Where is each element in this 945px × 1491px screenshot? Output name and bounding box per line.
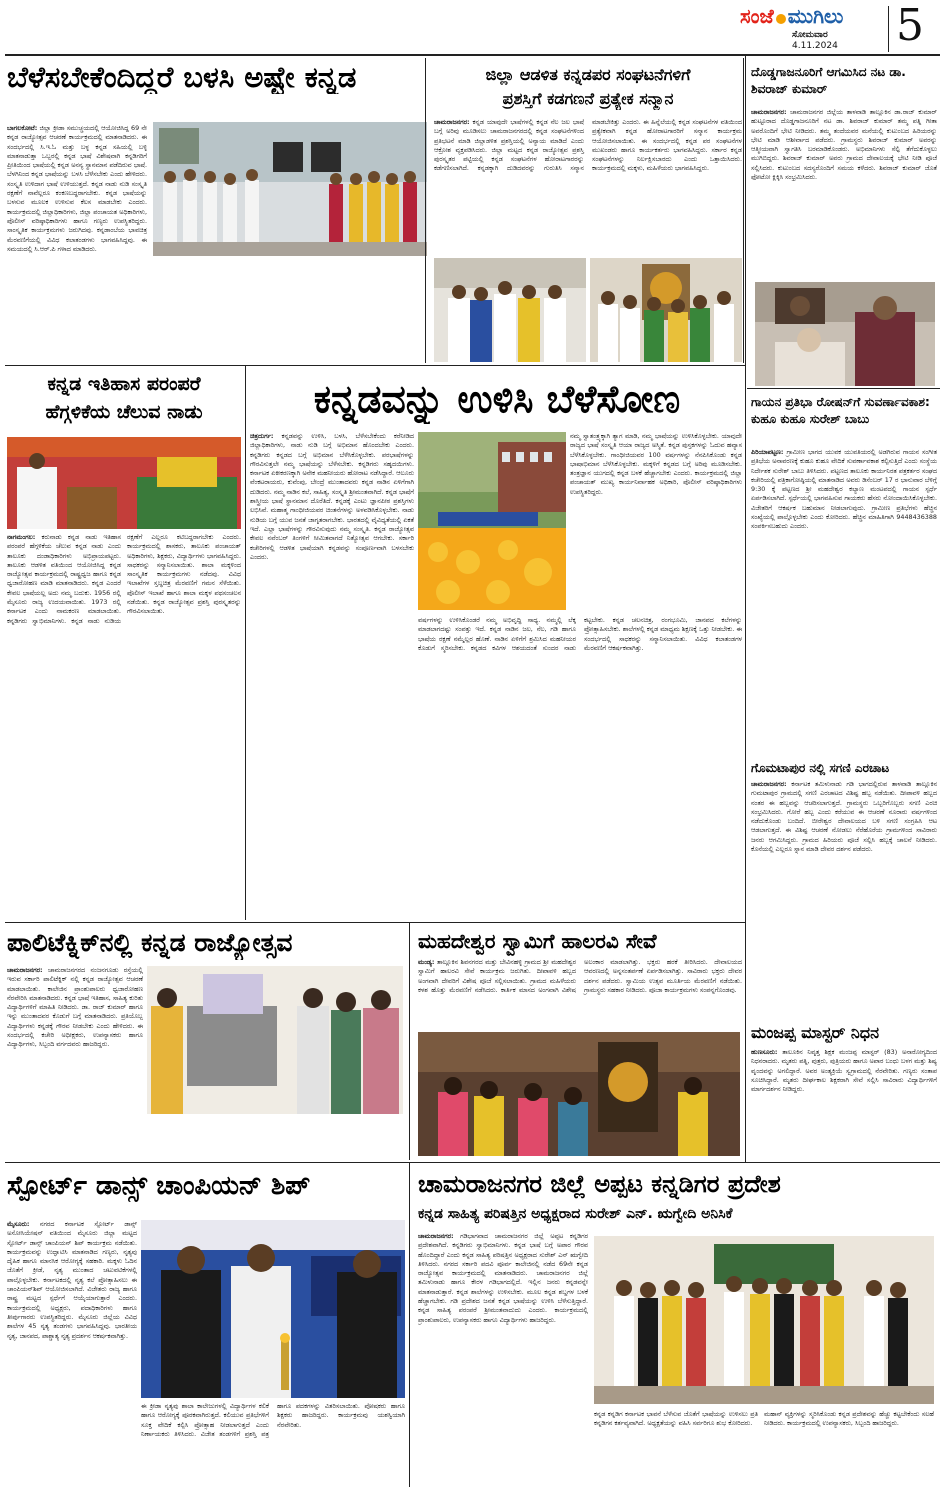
article-body	[751, 1048, 937, 1170]
article-shivarajkumar	[747, 58, 940, 388]
body-text: ಕರುನಾಡು ಕನ್ನಡ ನಾಡು ಇತಿಹಾಸ ಪರಂಪರೆ ಹೆಗ್ಗಳಿಕೆಯ ಚೆಲುವ ಕನ್ನಡ ನಾಡು ಎಂದು ತಾಲೂಕು ದಂಡಾಧಿಕಾರಿಗಳು ಅಭಿಪ್ರಾಯಪಟ್ಟರು. ತಾಲೂಕು ಆಡಳಿತ ವತಿಯಿಂದ ಆಯೋಜಿಸಿದ್ದ ಕನ್ನಡ ರಾಜ್ಯೋತ್ಸವ ಕಾರ್ಯಕ್ರಮದಲ್ಲಿ ರಾಷ್ಟ್ರಧ್ವಜ ಹಾಗೂ ಕನ್ನಡ ಧ್ವಜಾರೋಹಣ ಮಾಡಿ ಮಾತನಾಡಿದರು. ಕನ್ನಡ ಎಂದರೆ ಕೇವಲ ಭಾಷೆಯಲ್ಲ ಅದು ನಮ್ಮ ಬದುಕು. 1956 ರಲ್ಲಿ ಮೈಸೂರು ರಾಜ್ಯ ಉದಯವಾಯಿತು. 1973 ರಲ್ಲಿ ಕರ್ನಾಟಕ ಎಂದು ನಾಮಕರಣ ಮಾಡಲಾಯಿತು. ಕನ್ನಡಿಗರು ಸ್ವಾಭಿಮಾನಿಗಳು. ಕನ್ನಡ ನಾಡು ನುಡಿಯ ರಕ್ಷಣೆಗೆ ಎಲ್ಲರೂ ಕಟಿಬದ್ಧರಾಗಬೇಕು ಎಂದರು. ಕಾರ್ಯಕ್ರಮದಲ್ಲಿ ಶಾಸಕರು, ತಾಲೂಕು ಪಂಚಾಯತ್ ಅಧಿಕಾರಿಗಳು, ಶಿಕ್ಷಕರು, ವಿದ್ಯಾರ್ಥಿಗಳು ಭಾಗವಹಿಸಿದ್ದರು. ಸಾಧಕರನ್ನು ಸನ್ಮಾನಿಸಲಾಯಿತು. ಶಾಲಾ ಮಕ್ಕಳಿಂದ ಸಾಂಸ್ಕೃತಿಕ ಕಾರ್ಯಕ್ರಮಗಳು ನಡೆದವು. ವಿವಿಧ ಇಲಾಖೆಗಳ ಸ್ತಬ್ಧಚಿತ್ರ ಮೆರವಣಿಗೆ ಗಮನ ಸೆಳೆಯಿತು. ಪೊಲೀಸ್ ಇಲಾಖೆ ಹಾಗೂ ಶಾಲಾ ಮಕ್ಕಳ ಪಥಸಂಚಲನ ನಡೆಯಿತು. ಕನ್ನಡ ರಾಜ್ಯೋತ್ಸವ ಪ್ರಶಸ್ತಿ ಪುರಸ್ಕೃತರನ್ನು ಗೌರವಿಸಲಾಯಿತು.	[7, 533, 241, 625]
body-text: ತಾಲೂಕಿನ ನಿವೃತ್ತ ಶಿಕ್ಷಕ ಮಂಜಪ್ಪ ಮಾಸ್ಟರ್ (83) ಅನಾರೋಗ್ಯದಿಂದ ನಿಧನರಾದರು. ಮೃತರು ಪತ್ನಿ, ಪುತ್ರರು, ಪುತ್ರಿಯರು ಹಾಗೂ ಅಪಾರ ಬಂಧು ಬಳಗ ಮತ್ತು ಶಿಷ್ಯ ವೃಂದವನ್ನು ಅಗಲಿದ್ದಾರೆ. ಅವರ ಅಂತ್ಯಕ್ರಿಯೆ ಸ್ವಗ್ರಾಮದಲ್ಲಿ ನೆರವೇರಿತು. ಗಣ್ಯರು ಸಂತಾಪ ಸೂಚಿಸಿದ್ದಾರೆ. ಮೃತರು ದೀರ್ಘಕಾಲ ಶಿಕ್ಷಕರಾಗಿ ಸೇವೆ ಸಲ್ಲಿಸಿ ಸಾವಿರಾರು ವಿದ್ಯಾರ್ಥಿಗಳಿಗೆ ಮಾರ್ಗದರ್ಶನ ನೀಡಿದ್ದರು.	[751, 1048, 937, 1094]
masthead-logo	[740, 4, 890, 30]
headline: ಗಾಯನ ಪ್ರತಿಭಾ ರೋಷನ್‌ಗೆ ಸುವರ್ಣಾವಕಾಶ: ಕುಹೂ ಕುಹೂ ಸುರೇಶ್ ಬಾಬು	[751, 395, 930, 426]
article-body-col1	[250, 432, 414, 918]
article-body-2	[594, 1410, 758, 1485]
headline-line1: ಕನ್ನಡ ಇತಿಹಾಸ ಪರಂಪರೆ	[47, 373, 201, 395]
body-text: ಈ ಕ್ರೀಡಾ ನೃತ್ಯವು ಶಾಲಾ ಕಾಲೇಜುಗಳಲ್ಲಿ ವಿದ್ಯಾರ್ಥಿಗಳ ಕಲಿಕೆ ಹಾಗೂ ಆರೋಗ್ಯಕ್ಕೆ ಪೂರಕವಾಗಿರುತ್ತದೆ. ಕಲಿಯುವ ಪ್ರತಿಭೆಗಳಿಗೆ ಸೂಕ್ತ ವೇದಿಕೆ ಕಲ್ಪಿಸಿ ಪ್ರೋತ್ಸಾಹ ನೀಡಲಾಗುತ್ತದೆ ಎಂದು ನಿರ್ಣಾಯಕರು ತಿಳಿಸಿದರು. ವಿಜೇತ ತಂಡಗಳಿಗೆ ಪ್ರಶಸ್ತಿ ಪತ್ರ ಹಾಗೂ ಪದಕಗಳನ್ನು ವಿತರಿಸಲಾಯಿತು. ಪೋಷಕರು ಹಾಗೂ ಶಿಕ್ಷಕರು ಹಾಜರಿದ್ದರು. ಕಾರ್ಯಕ್ರಮವು ಯಶಸ್ವಿಯಾಗಿ ನೆರವೇರಿತು.	[141, 1402, 405, 1438]
divider	[743, 58, 744, 363]
body-text: ಕನ್ನಡವನ್ನು ಉಳಿಸಿ, ಬಳಸಿ, ಬೆಳೆಸಬೇಕೆಂದು ಕರೆನೀಡಿದ ಜಿಲ್ಲಾಧಿಕಾರಿಗಳು, ನಾಡು ನುಡಿ ಬಗ್ಗೆ ಅಭಿಮಾನ ಹೊಂದಬೇಕು ಎಂದರು. ಕನ್ನಡಿಗರು ಕನ್ನಡದ ಬಗ್ಗೆ ಅಭಿಮಾನ ಬೆಳೆಸಿಕೊಳ್ಳಬೇಕು. ಪರಭಾಷೆಗಳನ್ನು ಗೌರವಿಸುತ್ತಲೇ ನಮ್ಮ ಭಾಷೆಯನ್ನು ಬೆಳೆಸಬೇಕು. ಕನ್ನಡಿಗರು ಸಹೃದಯಿಗಳು. ಕರ್ನಾಟಕ ಏಕೀಕರಣಕ್ಕಾಗಿ ಅನೇಕ ಮಹನೀಯರು ಹೋರಾಟ ನಡೆಸಿದ್ದಾರೆ. ಆಲೂರು ವೆಂಕಟರಾಯರು, ಕುವೆಂಪು, ಬೇಂದ್ರೆ ಮುಂತಾದವರು ಕನ್ನಡ ನಾಡಿನ ಏಳಿಗೆಗಾಗಿ ದುಡಿದರು. ನಮ್ಮ ನಾಡಿನ ಕಲೆ, ಸಾಹಿತ್ಯ, ಸಂಸ್ಕೃತಿ ಶ್ರೀಮಂತವಾಗಿದೆ. ಕನ್ನಡ ಭಾಷೆಗೆ ಶಾಸ್ತ್ರೀಯ ಭಾಷೆ ಸ್ಥಾನಮಾನ ದೊರೆತಿದೆ. ಕನ್ನಡಕ್ಕೆ ಎಂಟು ಜ್ಞಾನಪೀಠ ಪ್ರಶಸ್ತಿಗಳು ಲಭಿಸಿವೆ. ಮಹಾತ್ಮ ಗಾಂಧೀಜಿಯವರ ಚಿಂತನೆಗಳನ್ನು ಅಳವಡಿಸಿಕೊಳ್ಳಬೇಕು. ನಾಡು ನುಡಿಯ ಬಗ್ಗೆ ಯುವ ಜನತೆ ಜಾಗೃತರಾಗಬೇಕು. ಭಾರತದಲ್ಲಿ ವೈವಿಧ್ಯತೆಯಲ್ಲಿ ಏಕತೆ ಇದೆ. ಎಲ್ಲಾ ಭಾಷೆಗಳನ್ನು ಗೌರವಿಸುವುದು ನಮ್ಮ ಸಂಸ್ಕೃತಿ. ಕನ್ನಡ ರಾಜ್ಯೋತ್ಸವ ಕೇವಲ ನವೆಂಬರ್ ತಿಂಗಳಿಗೆ ಸೀಮಿತವಾಗದೆ ನಿತ್ಯೋತ್ಸವ ಆಗಬೇಕು. ಸರ್ಕಾರಿ ಕಚೇರಿಗಳಲ್ಲಿ ಆಡಳಿತ ಭಾಷೆಯಾಗಿ ಕನ್ನಡವನ್ನು ಸಂಪೂರ್ಣವಾಗಿ ಬಳಸಬೇಕು ಎಂದರು.	[250, 432, 414, 561]
logo-part-sanje: ಸಂಜೆ	[740, 4, 774, 28]
body-text: ನಮ್ಮ ಸ್ವಾತಂತ್ರ್ಯಕ್ಕಾಗಿ ತ್ಯಾಗ ಮಾಡಿ, ನಮ್ಮ ಭಾಷೆಯನ್ನು ಉಳಿಸಿಕೊಳ್ಳಬೇಕು. ಯಾವುದೇ ರಾಜ್ಯದ ಭಾಷೆ ಸಂಸ್ಕೃತಿ ಆಯಾ ರಾಜ್ಯದ ಅಸ್ಮಿತೆ. ಕನ್ನಡ ಪುಸ್ತಕಗಳನ್ನು ಓದುವ ಹವ್ಯಾಸ ಬೆಳೆಸಿಕೊಳ್ಳಬೇಕು. ಗಾಂಧೀಜಿಯವರ 100 ವರ್ಷಗಳನ್ನು ನೆನಪಿಸಿಕೊಂಡು ಕನ್ನಡ ಭಾಷಾಭಿಮಾನ ಬೆಳೆಸಿಕೊಳ್ಳಬೇಕು. ಮಕ್ಕಳಿಗೆ ಕನ್ನಡದ ಬಗ್ಗೆ ಅರಿವು ಮೂಡಿಸಬೇಕು. ತಂತ್ರಜ್ಞಾನ ಯುಗದಲ್ಲಿ ಕನ್ನಡ ಬಳಕೆ ಹೆಚ್ಚಾಗಬೇಕು ಎಂದರು. ಕಾರ್ಯಕ್ರಮದಲ್ಲಿ ಜಿಲ್ಲಾ ಪಂಚಾಯತ್ ಮುಖ್ಯ ಕಾರ್ಯನಿರ್ವಾಹಕ ಅಧಿಕಾರಿ, ಪೊಲೀಸ್ ವರಿಷ್ಠಾಧಿಕಾರಿಗಳು ಉಪಸ್ಥಿತರಿದ್ದರು.	[570, 432, 742, 496]
article-body-2	[141, 1402, 405, 1485]
body-text: ನಗರದ ಕರ್ನಾಟಕ ಸ್ಪೋರ್ಟ್ ಡಾನ್ಸ್ ಅಸೋಸಿಯೇಷನ್ ವತಿಯಿಂದ ಮೈಸೂರು ಜಿಲ್ಲಾ ಮಟ್ಟದ ಸ್ಪೋರ್ಟ್ ಡಾನ್ಸ್ ಚಾಂಪಿಯನ್ ಶಿಪ್ ಕಾರ್ಯಕ್ರಮ ನಡೆಯಿತು. ಕಾರ್ಯಕ್ರಮವನ್ನು ಉದ್ಘಾಟಿಸಿ ಮಾತನಾಡಿದ ಗಣ್ಯರು, ನೃತ್ಯವು ದೈಹಿಕ ಹಾಗೂ ಮಾನಸಿಕ ಆರೋಗ್ಯಕ್ಕೆ ಸಹಕಾರಿ. ಮಕ್ಕಳು ಓದಿನ ಜೊತೆಗೆ ಕ್ರೀಡೆ, ನೃತ್ಯ ಮುಂತಾದ ಚಟುವಟಿಕೆಗಳಲ್ಲಿ ಪಾಲ್ಗೊಳ್ಳಬೇಕು. ಕರ್ನಾಟಕದಲ್ಲಿ ನೃತ್ಯ ಕಲೆ ಪ್ರೋತ್ಸಾಹಿಸಲು ಈ ಚಾಂಪಿಯನ್‌ಶಿಪ್ ಆಯೋಜಿಸಲಾಗಿದೆ. ವಿಜೇತರು ರಾಜ್ಯ ಹಾಗೂ ರಾಷ್ಟ್ರ ಮಟ್ಟದ ಸ್ಪರ್ಧೆಗೆ ಆಯ್ಕೆಯಾಗುತ್ತಾರೆ ಎಂದರು. ಕಾರ್ಯಕ್ರಮದಲ್ಲಿ ಅಧ್ಯಕ್ಷರು, ಪದಾಧಿಕಾರಿಗಳು ಹಾಗೂ ತೀರ್ಪುಗಾರರು ಉಪಸ್ಥಿತರಿದ್ದರು. ಮೈಸೂರು ಜಿಲ್ಲೆಯ ವಿವಿಧ ಶಾಲೆಗಳ 45 ನೃತ್ಯ ತಂಡಗಳು ಭಾಗವಹಿಸಿದ್ದವು. ಭಾರತೀಯ ನೃತ್ಯ, ಜಾನಪದ, ಪಾಶ್ಚಾತ್ಯ ನೃತ್ಯ ಪ್ರದರ್ಶನ ಆಕರ್ಷಕವಾಗಿತ್ತು.	[7, 1220, 137, 1340]
byline: ಚಾಮರಾಜನಗರ:	[418, 1232, 454, 1240]
byline: ಮಂಡ್ಯ:	[418, 958, 435, 966]
article-body	[7, 533, 241, 918]
masthead-day: ಸೋಮವಾರ	[792, 30, 828, 40]
photo-marigold-flowers	[418, 432, 566, 610]
byline: ನಾಗಮಂಗಲ:	[7, 533, 36, 541]
article-manjappa	[747, 1020, 940, 1170]
right-column-divider	[745, 56, 746, 1162]
body-text: ಕರ್ನಾಟಕ ತಮಿಳುನಾಡು ಗಡಿ ಭಾಗದಲ್ಲಿರುವ ತಾಳವಾಡಿ ತಾಲ್ಲೂಕಿನ ಗುಮಟಾಪುರ ಗ್ರಾಮದಲ್ಲಿ ಸಗಣಿ ಎರಚಾಟದ ವಿಶಿಷ್ಟ ಹಬ್ಬ ನಡೆಯಿತು. ದೀಪಾವಳಿ ಹಬ್ಬದ ನಂತರ ಈ ಹಬ್ಬವನ್ನು ಆಚರಿಸಲಾಗುತ್ತದೆ. ಗ್ರಾಮಸ್ಥರು ಒಬ್ಬರಿಗೊಬ್ಬರು ಸಗಣಿ ಎರಚಿ ಸಂಭ್ರಮಿಸಿದರು. ಗೋರೆ ಹಬ್ಬ ಎಂದು ಕರೆಯುವ ಈ ಆಚರಣೆ ನೂರಾರು ವರ್ಷಗಳಿಂದ ನಡೆದುಕೊಂಡು ಬಂದಿದೆ. ಬೀರೇಶ್ವರ ದೇವಾಲಯದ ಬಳಿ ಸಗಣಿ ಸಂಗ್ರಹಿಸಿ ಆಟ ಆಡಲಾಗುತ್ತದೆ. ಈ ವಿಶಿಷ್ಟ ಆಚರಣೆ ನೋಡಲು ನೆರೆಹೊರೆಯ ಗ್ರಾಮಗಳಿಂದ ಸಾವಿರಾರು ಜನರು ಆಗಮಿಸಿದ್ದರು. ಗ್ರಾಮದ ಹಿರಿಯರು ಪೂಜೆ ಸಲ್ಲಿಸಿ ಹಬ್ಬಕ್ಕೆ ಚಾಲನೆ ನೀಡಿದರು. ಕೊನೆಯಲ್ಲಿ ಎಲ್ಲರೂ ಸ್ನಾನ ಮಾಡಿ ದೇವರ ದರ್ಶನ ಪಡೆದರು.	[751, 780, 937, 854]
divider-top	[5, 365, 745, 366]
photo-lamp-lighting	[141, 1220, 405, 1398]
body-text: ಗ್ರಾಮೀಣ ಭಾಗದ ಯುವಕ ಯುವತಿಯರಲ್ಲಿ ಅಡಗಿರುವ ಗಾಯನ ಸಂಗೀತ ಪ್ರತಿಭೆಯ ಅನಾವರಣಕ್ಕೆ ಕುಹೂ ಕುಹೂ ವೇದಿಕೆ ಸುವರ್ಣಾವಕಾಶ ಕಲ್ಪಿಸುತ್ತಿದೆ ಎಂದು ಸಂಸ್ಥೆಯ ನಿರ್ದೇಶಕ ಸುರೇಶ್ ಬಾಬು ತಿಳಿಸಿದರು. ಪಟ್ಟಣದ ತಾಲೂಕು ಕಾರ್ಯನಿರತ ಪತ್ರಕರ್ತರ ಸಂಘದ ಕಚೇರಿಯಲ್ಲಿ ಪತ್ರಿಕಾಗೋಷ್ಠಿಯಲ್ಲಿ ಮಾತನಾಡಿದ ಅವರು ಡಿಸೆಂಬರ್ 17 ರ ಭಾನುವಾರ ಬೆಳಿಗ್ಗೆ 9:30 ಕ್ಕೆ ಪಟ್ಟಣದ ಶ್ರೀ ಮಹದೇಶ್ವರ ಕಲ್ಯಾಣ ಮಂಟಪದಲ್ಲಿ ಗಾಯನ ಸ್ಪರ್ಧೆ ಏರ್ಪಡಿಸಲಾಗಿದೆ. ಸ್ಪರ್ಧೆಯಲ್ಲಿ ಭಾಗವಹಿಸುವ ಗಾಯಕರು ಹೆಸರು ನೋಂದಾಯಿಸಿಕೊಳ್ಳಬೇಕು. ವಿಜೇತರಿಗೆ ಆಕರ್ಷಕ ಬಹುಮಾನ ನೀಡಲಾಗುವುದು. ಗ್ರಾಮೀಣ ಪ್ರತಿಭೆಗಳು ಹೆಚ್ಚಿನ ಸಂಖ್ಯೆಯಲ್ಲಿ ಪಾಲ್ಗೊಳ್ಳಬೇಕು ಎಂದು ಕೋರಿದರು. ಹೆಚ್ಚಿನ ಮಾಹಿತಿಗಾಗಿ 9448436388 ಸಂಪರ್ಕಿಸಬಹುದು ಎಂದರು.	[751, 448, 937, 531]
photo-temple-devotees	[418, 1032, 740, 1156]
photo-shivarajkumar	[755, 282, 935, 386]
headline: ಮಂಜಪ್ಪ ಮಾಸ್ಟರ್ ನಿಧನ	[751, 1023, 879, 1042]
divider	[245, 365, 246, 920]
article-body	[7, 1220, 137, 1485]
sun-icon	[776, 14, 786, 24]
masthead-date: 4.11.2024	[792, 41, 838, 51]
logo-part-mugilu: ಮುಗಿಲು	[787, 4, 844, 28]
byline: ಚಿತ್ರದುರ್ಗ:	[250, 432, 274, 440]
article-chamarajanagara	[414, 1162, 940, 1487]
byline: ಮೈಸೂರು:	[7, 1220, 30, 1228]
headline: ಪಾಲಿಟೆಕ್ನಿಕ್‌ನಲ್ಲಿ ಕನ್ನಡ ರಾಜ್ಯೋತ್ಸವ	[7, 928, 293, 957]
article-body	[418, 958, 742, 1028]
body-text: ಚಾಮರಾಜನಗರ ಜಿಲ್ಲೆಯ ತಾಳವಾಡಿ ತಾಲ್ಲೂಕಿನ ಡಾ.ರಾಜ್ ಕುಮಾರ್ ಹುಟ್ಟೂರಾದ ದೊಡ್ಡಗಾಜನೂರಿಗೆ ನಟ ಡಾ. ಶಿವರಾಜ್ ಕುಮಾರ್ ತಮ್ಮ ಪತ್ನಿ ಗೀತಾ ಅವರೊಂದಿಗೆ ಭೇಟಿ ನೀಡಿದರು. ತಮ್ಮ ತಂದೆಯವರ ಮನೆಯಲ್ಲಿ ಕುಟುಂಬದ ಹಿರಿಯರನ್ನು ಭೇಟಿ ಮಾಡಿ ಆಶೀರ್ವಾದ ಪಡೆದರು. ಗ್ರಾಮಸ್ಥರು ಶಿವರಾಜ್ ಕುಮಾರ್ ಅವರನ್ನು ಆತ್ಮೀಯವಾಗಿ ಸ್ವಾಗತಿಸಿ ಬರಮಾಡಿಕೊಂಡರು. ಅಭಿಮಾನಿಗಳು ಸೆಲ್ಫಿ ತೆಗೆದುಕೊಳ್ಳಲು ಮುಗಿಬಿದ್ದರು. ಶಿವರಾಜ್ ಕುಮಾರ್ ಅವರು ಗ್ರಾಮದ ದೇವಾಲಯಕ್ಕೆ ಭೇಟಿ ನೀಡಿ ಪೂಜೆ ಸಲ್ಲಿಸಿದರು. ಕುಟುಂಬದ ಸದಸ್ಯರೊಂದಿಗೆ ಸಮಯ ಕಳೆದರು. ಶಿವರಾಜ್ ಕುಮಾರ್ ಜೊತೆ ಫೋಟೋ ಕ್ಲಿಕ್ಕಿಸಿ ಸಂಭ್ರಮಿಸಿದರು.	[751, 108, 937, 182]
byline: ಚಾಮರಾಜನಗರ:	[434, 118, 470, 126]
headline: ಬೆಳೆಸಬೇಕೆಂದಿದ್ದರೆ ಬಳಸಿ ಅಷ್ಟೇ ಕನ್ನಡ	[7, 60, 357, 94]
article-body-bottom	[418, 616, 742, 918]
article-body	[751, 780, 937, 998]
body-text: ಚಾಮರಾಜನಗರದ ನಂಜನಗೂಡು ರಸ್ತೆಯಲ್ಲಿ ಇರುವ ಸರ್ಕಾರಿ ಪಾಲಿಟೆಕ್ನಿಕ್ ನಲ್ಲಿ ಕನ್ನಡ ರಾಜ್ಯೋತ್ಸವ ಆಚರಣೆ ಮಾಡಲಾಯಿತು. ಕಾಲೇಜಿನ ಪ್ರಾಂಶುಪಾಲರು ಧ್ವಜಾರೋಹಣ ನೆರವೇರಿಸಿ ಮಾತನಾಡಿದರು. ಕನ್ನಡ ಭಾಷೆ ಇತಿಹಾಸ, ಸಾಹಿತ್ಯ ಕುರಿತು ವಿದ್ಯಾರ್ಥಿಗಳಿಗೆ ಮಾಹಿತಿ ನೀಡಿದರು. ಡಾ. ರಾಜ್ ಕುಮಾರ್ ಹಾಗೂ ಇನ್ನು ಮುಂತಾದವರ ಕೊಡುಗೆ ಬಗ್ಗೆ ಮಾತನಾಡಿದರು. ಪ್ರತಿಯೊಬ್ಬ ವಿದ್ಯಾರ್ಥಿಗಳು ಕನ್ನಡಕ್ಕೆ ಗೌರವ ನೀಡಬೇಕು ಎಂದು ಹೇಳಿದರು. ಈ ಸಂದರ್ಭದಲ್ಲಿ ಕಚೇರಿ ಅಧೀಕ್ಷಕರು, ಉಪನ್ಯಾಸಕರು ಹಾಗೂ ವಿದ್ಯಾರ್ಥಿಗಳು, ಸಿಬ್ಬಂದಿ ವರ್ಗದವರು ಹಾಜರಿದ್ದರು.	[7, 966, 143, 1049]
byline: ಹುಣಸೂರು:	[751, 1048, 778, 1056]
article-polytechnic	[5, 922, 410, 1160]
headline-line2: ಪ್ರಶಸ್ತಿಗೆ ಕಡಗಣನೆ ಪ್ರತ್ಯೇಕ ಸನ್ಮಾನ	[502, 89, 674, 108]
headline: ಕನ್ನಡವನ್ನು ಉಳಿಸಿ ಬೆಳೆಸೋಣ	[313, 377, 681, 421]
article-body	[7, 966, 143, 1158]
headline: ಸ್ಪೋರ್ಟ್ ಡಾನ್ಸ್ ಚಾಂಪಿಯನ್ ಶಿಪ್	[7, 1171, 311, 1201]
article-belesabeku	[5, 58, 429, 363]
article-itihasa	[5, 365, 245, 920]
body-text: ಕನ್ನಡ ಕನ್ನಡಿಗ ಕರ್ನಾಟಕ ಭಾವನೆ ಬೆಳೆಸುವ ಜೊತೆಗೆ ಭಾಷೆಯನ್ನು ಉಳಿಸಲು ಪ್ರತಿ ಕನ್ನಡಿಗನ ಕರ್ತವ್ಯವಾಗಿದೆ. ಅಧ್ಯಕ್ಷತೆಯನ್ನು ವಹಿಸಿ ಸರ್ವರಿಗೂ ಶುಭ ಕೋರಿದರು.	[594, 1410, 758, 1428]
byline: ಪಿರಿಯಾಪಟ್ಟಣ:	[751, 448, 784, 456]
body-text: ಗಡಿಭಾಗವಾದ ಚಾಮರಾಜನಗರ ಜಿಲ್ಲೆ ಅಪ್ಪಟ ಕನ್ನಡಿಗರ ಪ್ರದೇಶವಾಗಿದೆ. ಕನ್ನಡಿಗರು ಸ್ವಾಭಿಮಾನಿಗಳು. ಕನ್ನಡ ಭಾಷೆ ಬಗ್ಗೆ ಅಪಾರ ಗೌರವ ಹೊಂದಿದ್ದಾರೆ ಎಂದು ಕನ್ನಡ ಸಾಹಿತ್ಯ ಪರಿಷತ್ತಿನ ಅಧ್ಯಕ್ಷರಾದ ಸುರೇಶ್ ಎನ್ ಋಗ್ವೇದಿ ತಿಳಿಸಿದರು. ನಗರದ ಸರ್ಕಾರಿ ಪದವಿ ಪೂರ್ವ ಕಾಲೇಜಿನಲ್ಲಿ ನಡೆದ 69ನೇ ಕನ್ನಡ ರಾಜ್ಯೋತ್ಸವ ಕಾರ್ಯಕ್ರಮದಲ್ಲಿ ಮಾತನಾಡಿದರು. ಚಾಮರಾಜನಗರ ಜಿಲ್ಲೆ ತಮಿಳುನಾಡು ಹಾಗೂ ಕೇರಳ ಗಡಿಭಾಗದಲ್ಲಿದೆ. ಇಲ್ಲಿನ ಜನರು ಕನ್ನಡವನ್ನೇ ಮಾತನಾಡುತ್ತಾರೆ. ಕನ್ನಡ ಶಾಲೆಗಳನ್ನು ಉಳಿಸಬೇಕು. ಮೂಲ ಕನ್ನಡ ಶಬ್ದಗಳ ಬಳಕೆ ಹೆಚ್ಚಾಗಬೇಕು. ಗಡಿ ಪ್ರದೇಶದ ಜನತೆ ಕನ್ನಡ ಭಾಷೆಯನ್ನು ಉಳಿಸಿ ಬೆಳೆಸುತ್ತಿದ್ದಾರೆ. ಕನ್ನಡ ಸಾಹಿತ್ಯ ಪರಂಪರೆ ಶ್ರೀಮಂತವಾದುದು ಎಂದರು. ಕಾರ್ಯಕ್ರಮದಲ್ಲಿ ಪ್ರಾಂಶುಪಾಲರು, ಉಪನ್ಯಾಸಕರು ಹಾಗೂ ವಿದ್ಯಾರ್ಥಿಗಳು ಹಾಜರಿದ್ದರು.	[418, 1232, 588, 1324]
photo-stage-speaker	[7, 437, 241, 529]
divider	[425, 58, 426, 363]
headline: ಮಹದೇಶ್ವರ ಸ್ವಾಮಿಗೆ ಹಾಲರವಿ ಸೇವೆ	[418, 929, 657, 953]
article-gomata	[747, 758, 940, 998]
masthead-divider	[888, 6, 889, 52]
photo-staff-women	[147, 966, 403, 1114]
headline: ಚಾಮರಾಜನಗರ ಜಿಲ್ಲೆ ಅಪ್ಪಟ ಕನ್ನಡಿಗರ ಪ್ರದೇಶ	[418, 1170, 781, 1198]
headline-line2: ಹೆಗ್ಗಳಿಕೆಯ ಚೆಲುವ ನಾಡು	[45, 401, 203, 423]
article-mahadeshwara	[414, 922, 744, 1160]
headline: ಗೊಮಟಾಪುರ ನಲ್ಲಿ ಸಗಣಿ ಎರಚಾಟ	[751, 761, 890, 775]
body-text: ವರ್ಷಗಳನ್ನು ಉಳಿಸಿಕೊಂಡರೆ ನಮ್ಮ ಅಭಿವೃದ್ಧಿ ಸಾಧ್ಯ. ನಮ್ಮಲ್ಲಿ ಲೆಕ್ಕ ಮಾಡಲಾಗದಷ್ಟು ಸಂಪತ್ತು ಇದೆ. ಕನ್ನಡ ನಾಡಿನ ಜಲ, ನೆಲ, ಗಡಿ ಹಾಗೂ ಭಾಷೆಯ ರಕ್ಷಣೆ ನಮ್ಮೆಲ್ಲರ ಹೊಣೆ. ನಾಡಿನ ಏಳಿಗೆಗೆ ಶ್ರಮಿಸಿದ ಮಹನೀಯರ ಕೊಡುಗೆ ಸ್ಮರಿಸಬೇಕು. ಕನ್ನಡದ ಕವಿಗಳ ಆಶಯದಂತೆ ಸುಂದರ ನಾಡು ಕಟ್ಟಬೇಕು. ಕನ್ನಡ ಚಲನಚಿತ್ರ, ರಂಗಭೂಮಿ, ಜಾನಪದ ಕಲೆಗಳನ್ನು ಪ್ರೋತ್ಸಾಹಿಸಬೇಕು. ಶಾಲೆಗಳಲ್ಲಿ ಕನ್ನಡ ಮಾಧ್ಯಮ ಶಿಕ್ಷಣಕ್ಕೆ ಒತ್ತು ನೀಡಬೇಕು. ಈ ಸಂದರ್ಭದಲ್ಲಿ ಸಾಧಕರನ್ನು ಸನ್ಮಾನಿಸಲಾಯಿತು. ವಿವಿಧ ಕಲಾತಂಡಗಳ ಮೆರವಣಿಗೆ ಆಕರ್ಷಕವಾಗಿತ್ತು.	[418, 616, 742, 652]
photo-group-officials	[153, 122, 427, 256]
article-body	[418, 1232, 588, 1485]
photo-temple-group	[590, 258, 742, 362]
article-body-3	[764, 1410, 934, 1485]
divider-top	[747, 388, 940, 389]
masthead	[740, 0, 940, 54]
body-text: ಜಿಲ್ಲಾ ಕ್ರೀಡಾ ಸಮುಚ್ಚಯದಲ್ಲಿ ಆಯೋಜಿಸಿದ್ದ 69 ನೇ ಕನ್ನಡ ರಾಜ್ಯೋತ್ಸವ ಆಚರಣೆ ಕಾರ್ಯಕ್ರಮದಲ್ಲಿ ಮಾತನಾಡಿದರು. ಈ ಸಂದರ್ಭದಲ್ಲಿ ಸಿ.ಇ.ಓ ಮತ್ತು ಬಳ್ಳ ಕನ್ನಡ ಸಹಿಯಲ್ಲಿ ಬಳ್ಳಿ ಮಾತನಾಡುತ್ತಾ ಒಬ್ಬರಲ್ಲಿ ಕನ್ನಡ ಭಾಷೆ ವಿಶೇಷವಾಗಿ ಕನ್ನಡಿಗರಿಗೆ ಪ್ರೀತಿಯಿಂದ ಭಾಷೆಯಲ್ಲಿ ಕನ್ನಡ ಅನನ್ಯ ಸ್ಥಾನಮಾನ ಪಡೆದಿರುವ ಭಾಷೆ. ಬೆಳಗಿನಿಂದ ಕನ್ನಡ ಭಾಷೆಯನ್ನು ಬಳಸಿ ಬೆಳೆಸಬೇಕು ಎಂದು ಹೇಳಿದರು. ಸಂಸ್ಕೃತಿ ಉಳಿದಾಗ ಭಾಷೆ ಉಳಿಯುತ್ತದೆ. ಕನ್ನಡ ನಾಡು ನುಡಿ ಸಂಸ್ಕೃತಿ ರಕ್ಷಣೆಗೆ ನಾವೆಲ್ಲರೂ ಕಂಕಣಬದ್ಧರಾಗಬೇಕು. ಕನ್ನಡ ಭಾಷೆಯನ್ನು ಬಳಸುವ ಮೂಲಕ ಉಳಿಸುವ ಕೆಲಸ ಮಾಡಬೇಕು ಎಂದರು. ಕಾರ್ಯಕ್ರಮದಲ್ಲಿ ಜಿಲ್ಲಾಧಿಕಾರಿಗಳು, ಜಿಲ್ಲಾ ಪಂಚಾಯತ ಅಧಿಕಾರಿಗಳು, ಪೊಲೀಸ್ ವರಿಷ್ಠಾಧಿಕಾರಿಗಳು ಹಾಗೂ ಗಣ್ಯರು ಉಪಸ್ಥಿತರಿದ್ದರು. ಸಾಂಸ್ಕೃತಿಕ ಕಾರ್ಯಕ್ರಮಗಳು ಜರುಗಿದವು. ಕನ್ನಡಾಂಬೆಯ ಭಾವಚಿತ್ರ ಮೆರವಣಿಗೆಯಲ್ಲಿ ವಿವಿಧ ಕಲಾತಂಡಗಳು ಭಾಗವಹಿಸಿದ್ದವು. ಈ ಸಮಯದಲ್ಲಿ ಸಿ.ಆರ್.ಪಿ ಗಳಾದ ಮಾಡಿದರು.	[7, 124, 147, 253]
article-body	[751, 108, 937, 278]
body-text: ಮಹಾನ್ ವ್ಯಕ್ತಿಗಳನ್ನು ಸ್ಮರಿಸಿಕೊಂಡು ಕನ್ನಡ ಪ್ರದೇಶವನ್ನು ಹೆಚ್ಚು ಕಟ್ಟಬೇಕೆಂದು ಸಲಹೆ ನೀಡಿದರು. ಕಾರ್ಯಕ್ರಮದಲ್ಲಿ ಉಪನ್ಯಾಸಕರು, ಸಿಬ್ಬಂದಿ ಹಾಜರಿದ್ದರು.	[764, 1410, 934, 1428]
headline: ದೊಡ್ಡಗಾಜನೂರಿಗೆ ಆಗಮಿಸಿದ ನಟ ಡಾ. ಶಿವರಾಜ್ ಕುಮಾರ್	[751, 65, 906, 96]
article-body	[751, 448, 937, 768]
byline: ಚಾಮರಾಜನಗರ:	[751, 780, 787, 788]
article-body	[434, 118, 742, 254]
divider	[409, 1162, 410, 1487]
photo-kasapa-group	[594, 1236, 934, 1404]
article-sportdance	[5, 1162, 410, 1487]
byline: ಬಾಗಲಕೋಟೆ:	[7, 124, 38, 132]
byline: ಚಾಮರಾಜನಗರ:	[751, 108, 787, 116]
subheadline: ಕನ್ನಡ ಸಾಹಿತ್ಯ ಪರಿಷತ್ತಿನ ಅಧ್ಯಕ್ಷರಾದ ಸುರೇಶ್ ಎನ್. ಋಗ್ವೇದಿ ಅನಿಸಿಕೆ	[418, 1206, 733, 1222]
article-body-col3	[570, 432, 742, 610]
article-body	[7, 124, 147, 360]
photo-felicitation	[434, 258, 586, 362]
byline: ಚಾಮರಾಜನಗರ:	[7, 966, 43, 974]
page-number: 5	[896, 0, 924, 51]
article-ulisi	[250, 368, 744, 920]
masthead-rule	[5, 54, 940, 56]
body-text: ತಾಲ್ಲೂಕಿನ ಶಿವನಗರದ ಮತ್ತು ಬೇವಿನಹಳ್ಳಿ ಗ್ರಾಮದ ಶ್ರೀ ಮಹದೇಶ್ವರ ಸ್ವಾಮಿಗೆ ಹಾಲರವಿ ಸೇವೆ ಕಾರ್ಯಕ್ರಮ ಜರುಗಿತು. ದೀಪಾವಳಿ ಹಬ್ಬದ ಅಂಗವಾಗಿ ದೇವರಿಗೆ ವಿಶೇಷ ಪೂಜೆ ಸಲ್ಲಿಸಲಾಯಿತು. ಗ್ರಾಮದ ಮಹಿಳೆಯರು ಕಳಶ ಹೊತ್ತು ಮೆರವಣಿಗೆ ನಡೆಸಿದರು. ಕಾರ್ತಿಕ ಮಾಸದ ಅಂಗವಾಗಿ ವಿಶೇಷ ಅಲಂಕಾರ ಮಾಡಲಾಗಿತ್ತು. ಭಕ್ತರು ಹರಕೆ ತೀರಿಸಿದರು. ದೇವಾಲಯದ ಆವರಣದಲ್ಲಿ ಅನ್ನಸಂತರ್ಪಣೆ ಏರ್ಪಡಿಸಲಾಗಿತ್ತು. ಸಾವಿರಾರು ಭಕ್ತರು ದೇವರ ದರ್ಶನ ಪಡೆದರು. ಸ್ವಾಮಿಯ ಉತ್ಸವ ಮೂರ್ತಿಯ ಮೆರವಣಿಗೆ ನಡೆಯಿತು. ಗ್ರಾಮಸ್ಥರು ಸಹಕಾರ ನೀಡಿದರು. ಪೂಜಾ ಕಾರ್ಯಕ್ರಮಗಳು ಸಂಪನ್ನಗೊಂಡವು.	[418, 958, 742, 994]
headline-line1: ಜಿಲ್ಲಾ ಆಡಳಿತ ಕನ್ನಡಪರ ಸಂಘಟನೆಗಳಿಗೆ	[485, 65, 691, 84]
article-kuhu	[747, 388, 940, 788]
body-text: ಕನ್ನಡ ಯಾವುದೇ ಭಾಷೆಗಳಲ್ಲಿ ಕನ್ನಡ ನೆಲ ಜಲ ಭಾಷೆ ಬಗ್ಗೆ ಅರಿವು ಮೂಡಿಸಲು ಚಾಮರಾಜನಗರದಲ್ಲಿ ಕನ್ನಡ ಸಂಘಟನೆಗಳಿಂದ ಪ್ರತಿಭಟನೆ ಮಾಡಿ ಜಿಲ್ಲಾಡಳಿತ ಪ್ರಶಸ್ತಿಯಲ್ಲಿ ಅನ್ಯಾಯ ಮಾಡಿದೆ ಎಂದು ಆಕ್ರೋಶ ವ್ಯಕ್ತಪಡಿಸಿದರು. ಜಿಲ್ಲಾ ಮಟ್ಟದ ಕನ್ನಡ ರಾಜ್ಯೋತ್ಸವ ಪ್ರಶಸ್ತಿ ಪುರಸ್ಕೃತರ ಪಟ್ಟಿಯಲ್ಲಿ ಕನ್ನಡ ಸಂಘಟನೆಗಳ ಹೋರಾಟಗಾರರನ್ನು ಕಡೆಗಣಿಸಲಾಗಿದೆ. ಕನ್ನಡಕ್ಕಾಗಿ ದುಡಿದವರನ್ನು ಗುರುತಿಸಿ ಸನ್ಮಾನ ಮಾಡಬೇಕಿತ್ತು ಎಂದರು. ಈ ಹಿನ್ನೆಲೆಯಲ್ಲಿ ಕನ್ನಡ ಸಂಘಟನೆಗಳ ವತಿಯಿಂದ ಪ್ರತ್ಯೇಕವಾಗಿ ಕನ್ನಡ ಹೋರಾಟಗಾರರಿಗೆ ಸನ್ಮಾನ ಕಾರ್ಯಕ್ರಮ ಆಯೋಜಿಸಲಾಯಿತು. ಈ ಸಂದರ್ಭದಲ್ಲಿ ಕನ್ನಡ ಪರ ಸಂಘಟನೆಗಳ ಮುಖಂಡರು ಹಾಗೂ ಕಾರ್ಯಕರ್ತರು ಭಾಗವಹಿಸಿದ್ದರು. ಸರ್ಕಾರ ಕನ್ನಡ ಸಂಘಟನೆಗಳನ್ನು ನಿರ್ಲಕ್ಷಿಸಬಾರದು ಎಂದು ಒತ್ತಾಯಿಸಿದರು. ಕಾರ್ಯಕ್ರಮದಲ್ಲಿ ಮಕ್ಕಳು, ಮಹಿಳೆಯರು ಭಾಗವಹಿಸಿದ್ದರು.	[434, 118, 742, 173]
article-prashasti	[432, 58, 744, 363]
divider	[409, 922, 410, 1160]
